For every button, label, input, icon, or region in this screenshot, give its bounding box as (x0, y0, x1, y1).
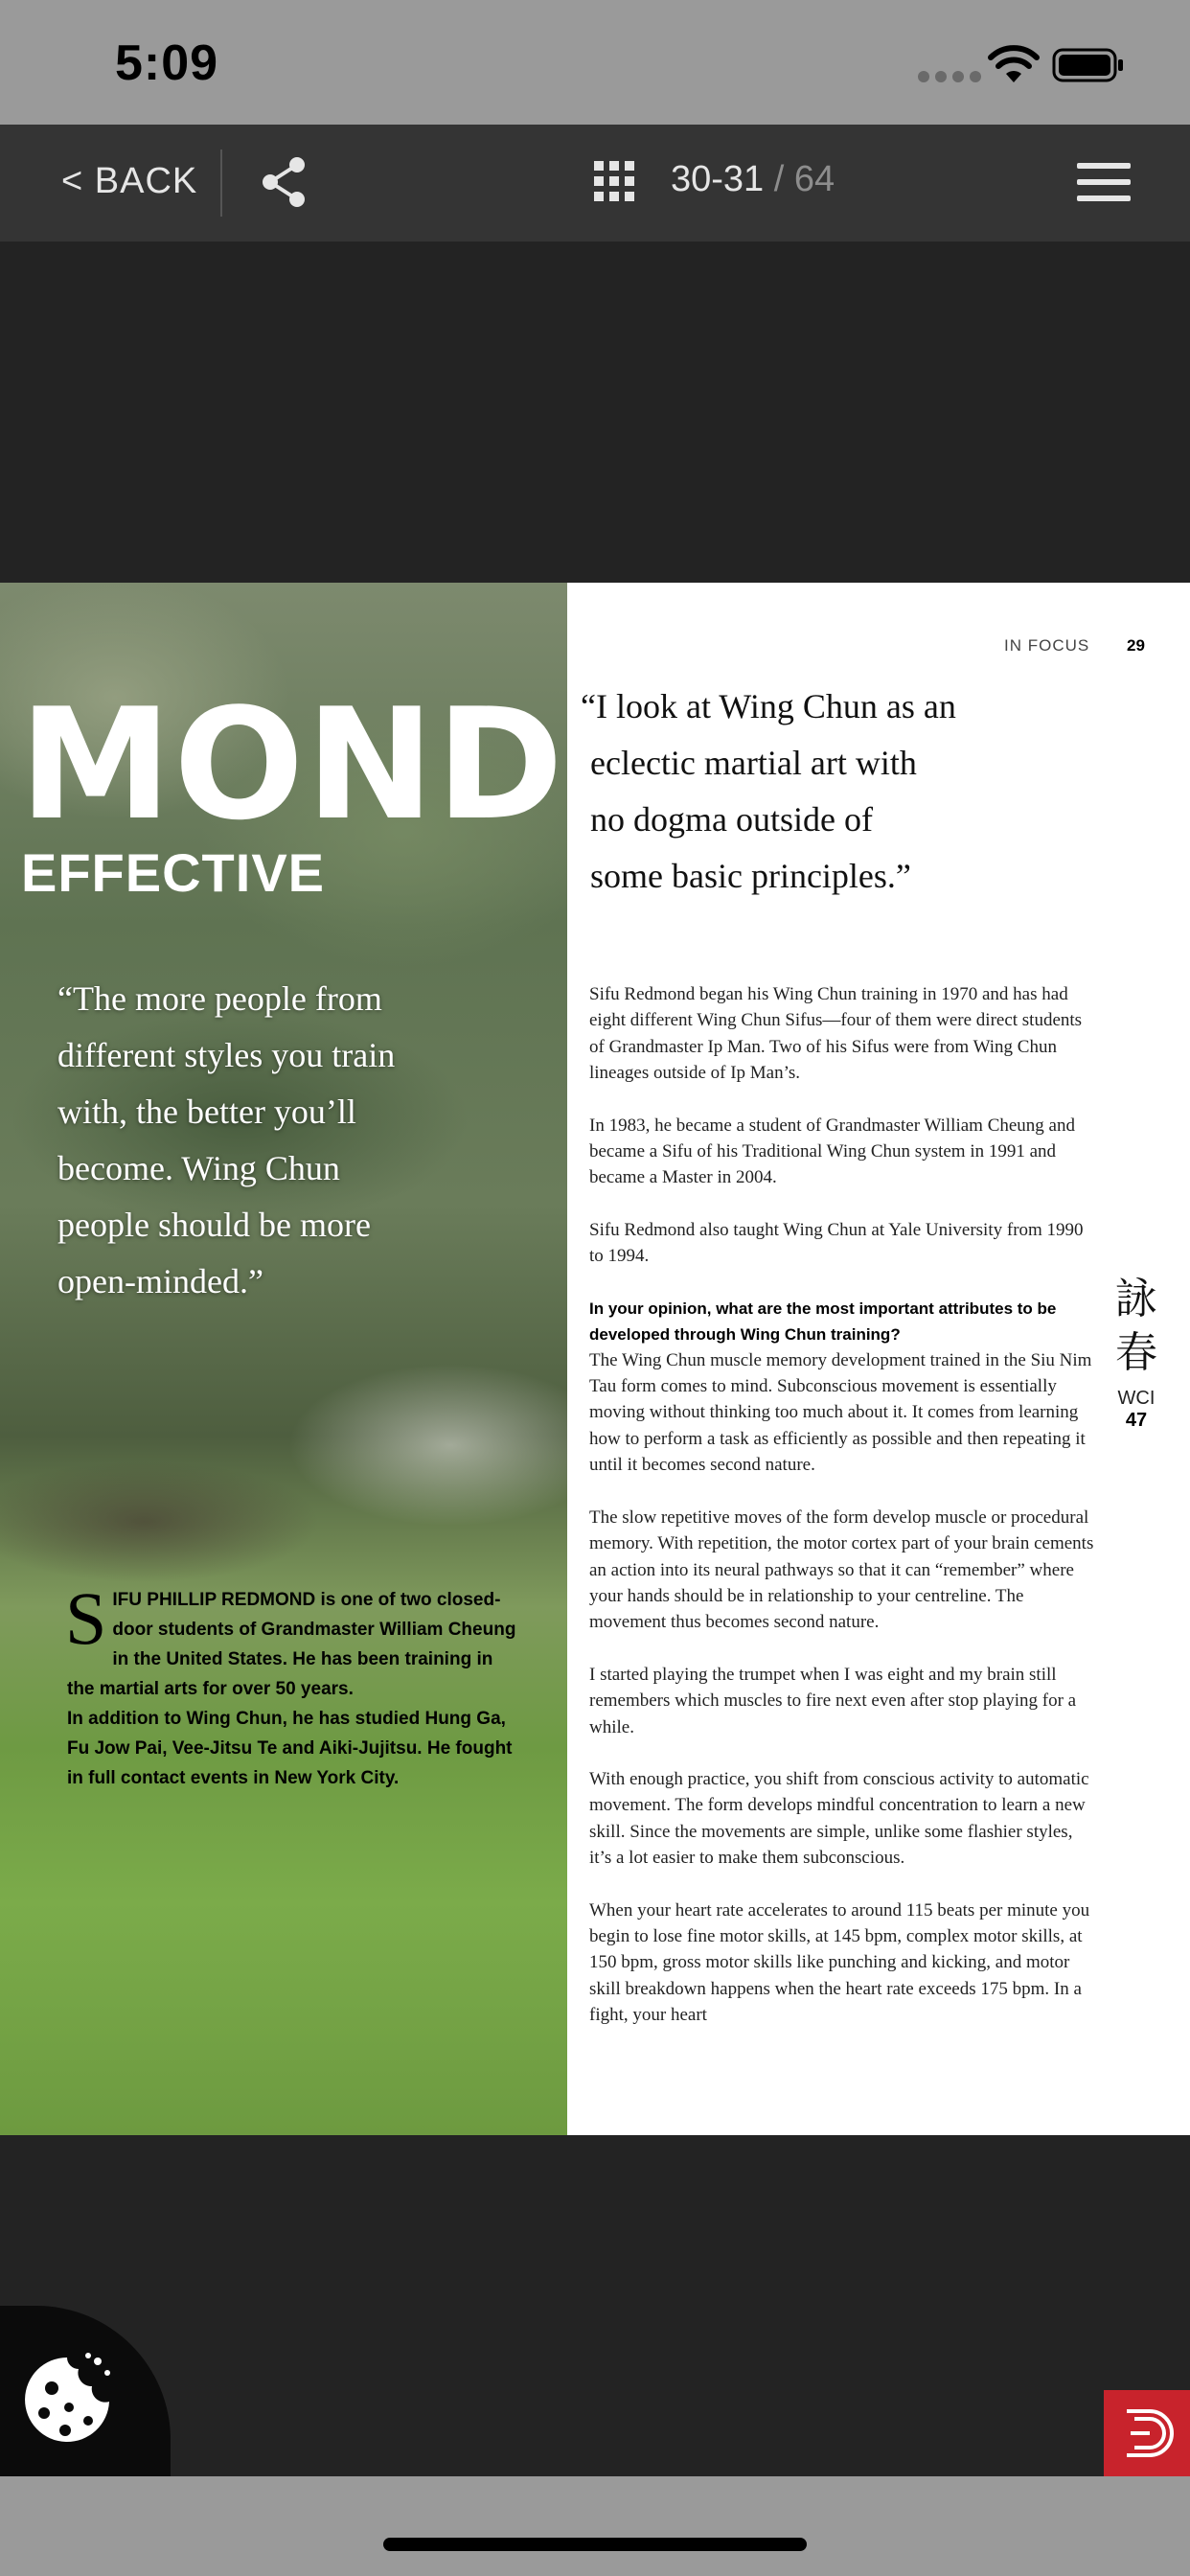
quote-line: open-minded.” (57, 1262, 263, 1300)
article-paragraph: In 1983, he became a student of Grandmaster William Cheung and became a Sifu of his Traditional Wing Chun system in 1991 and became a Master in 2004. (589, 1115, 1075, 1188)
article-paragraph: Sifu Redmond began his Wing Chun training in 1970 and has had eight different Wing Chun Sifus—four of them were direct students of Grandmaster Ip Man. Two of his Sifus were from Wing Chun lineages outside of Ip Man’s. (589, 984, 1083, 1084)
section-label: IN FOCUS (1004, 636, 1090, 655)
page-number: 29 (1127, 636, 1145, 655)
quote-line: with, the better you’ll (57, 1092, 356, 1131)
page-current: 30-31 (671, 159, 765, 199)
page-subtitle: EFFECTIVE (21, 842, 326, 903)
article-paragraph: The slow repetitive moves of the form develop muscle or procedural memory. With repetition, the motor cortex part of your brain cements an action into its neural pathways so that it can “remember” where your hands should be in relationship to your centreline. The movement thus becomes second nature. (589, 1506, 1094, 1633)
page-total: / 64 (764, 159, 835, 199)
author-bio (65, 1576, 517, 1793)
menu-icon[interactable] (1077, 163, 1131, 201)
article-paragraph: The Wing Chun muscle memory development trained in the Siu Nim Tau form comes to mind. Subconscious movement is essentially moving without thinking too much about it. It comes from learning how to perform a task as efficiently as possible and then repeating it until it becomes second nature. (589, 1349, 1092, 1476)
wci-logo-text: WCI (1117, 1388, 1156, 1409)
magazine-page-left[interactable] (0, 583, 567, 2135)
reader-toolbar (0, 125, 1190, 242)
wifi-icon (987, 44, 1041, 84)
publisher-badge[interactable] (1104, 2390, 1190, 2476)
article-paragraph: With enough practice, you shift from conscious activity to automatic movement. The form develops mindful concentration to learn a new skill. Since the movements are simple, unlike some flashier styles, it’s a lot easier to make them subconscious. (589, 1768, 1089, 1869)
status-time: 5:09 (115, 35, 219, 91)
bio-paragraph: In addition to Wing Chun, he has studied Hung Ga, Fu Jow Pai, Vee-Jitsu Te and Aiki-Jujitsu. He fought in full contact events in New York City. (67, 1709, 513, 1788)
feature-quote (57, 971, 517, 1310)
quote-line: become. Wing Chun (57, 1149, 340, 1187)
wci-logo-chars: 詠春 (1115, 1275, 1157, 1377)
signal-icon (918, 71, 981, 82)
wci-logo (1108, 1273, 1165, 1432)
pull-quote-line: “I look at Wing Chun as an (581, 687, 956, 725)
grid-icon[interactable] (594, 161, 634, 201)
interview-question: In your opinion, what are the most important attributes to be developed through Wing Chun training? (589, 1299, 1057, 1344)
article-paragraph: I started playing the trumpet when I was eight and my brain still remembers which muscles to fire next even after stop playing for a while. (589, 1664, 1077, 1737)
cookie-icon (15, 2348, 119, 2451)
bio-paragraph: IFU PHILLIP REDMOND is one of two closed-door students of Grandmaster William Cheung in the United States. He has been training in the martial arts for over 50 years. (67, 1590, 516, 1699)
home-indicator[interactable] (383, 2538, 807, 2551)
page-indicator (671, 159, 835, 200)
magazine-page-right[interactable] (567, 583, 1190, 2135)
battery-icon (1052, 48, 1125, 82)
article-paragraph: Sifu Redmond also taught Wing Chun at Yale University from 1990 to 1994. (589, 1219, 1084, 1267)
pull-quote-line: eclectic martial art with (590, 744, 917, 782)
home-indicator-area (0, 2476, 1190, 2576)
quote-line: people should be more (57, 1206, 371, 1244)
quote-line: different styles you train (57, 1036, 396, 1074)
wci-logo-number: 47 (1125, 1410, 1148, 1431)
pull-quote-line: some basic principles.” (590, 857, 911, 895)
article-body (589, 981, 1097, 2055)
brand-logo-icon (1117, 2404, 1177, 2463)
status-bar (0, 0, 1190, 125)
bio-dropcap: S (65, 1576, 107, 1660)
article-paragraph: When your heart rate accelerates to around 115 beats per minute you begin to lose fine motor skills, at 145 bpm, complex motor skills, at 150 bpm, gross motor skills like punching and kicking, and motor skill breakdown happens when the heart rate exceeds 175 bpm. In a fight, your heart (589, 1899, 1090, 2026)
back-button[interactable]: < BACK (61, 161, 198, 201)
pull-quote-line: no dogma outside of (590, 800, 873, 839)
page-title: MOND (19, 675, 565, 854)
quote-line: “The more people from (57, 979, 382, 1018)
toolbar-divider (220, 150, 222, 217)
share-icon[interactable] (257, 155, 310, 209)
pull-quote (581, 678, 1060, 905)
